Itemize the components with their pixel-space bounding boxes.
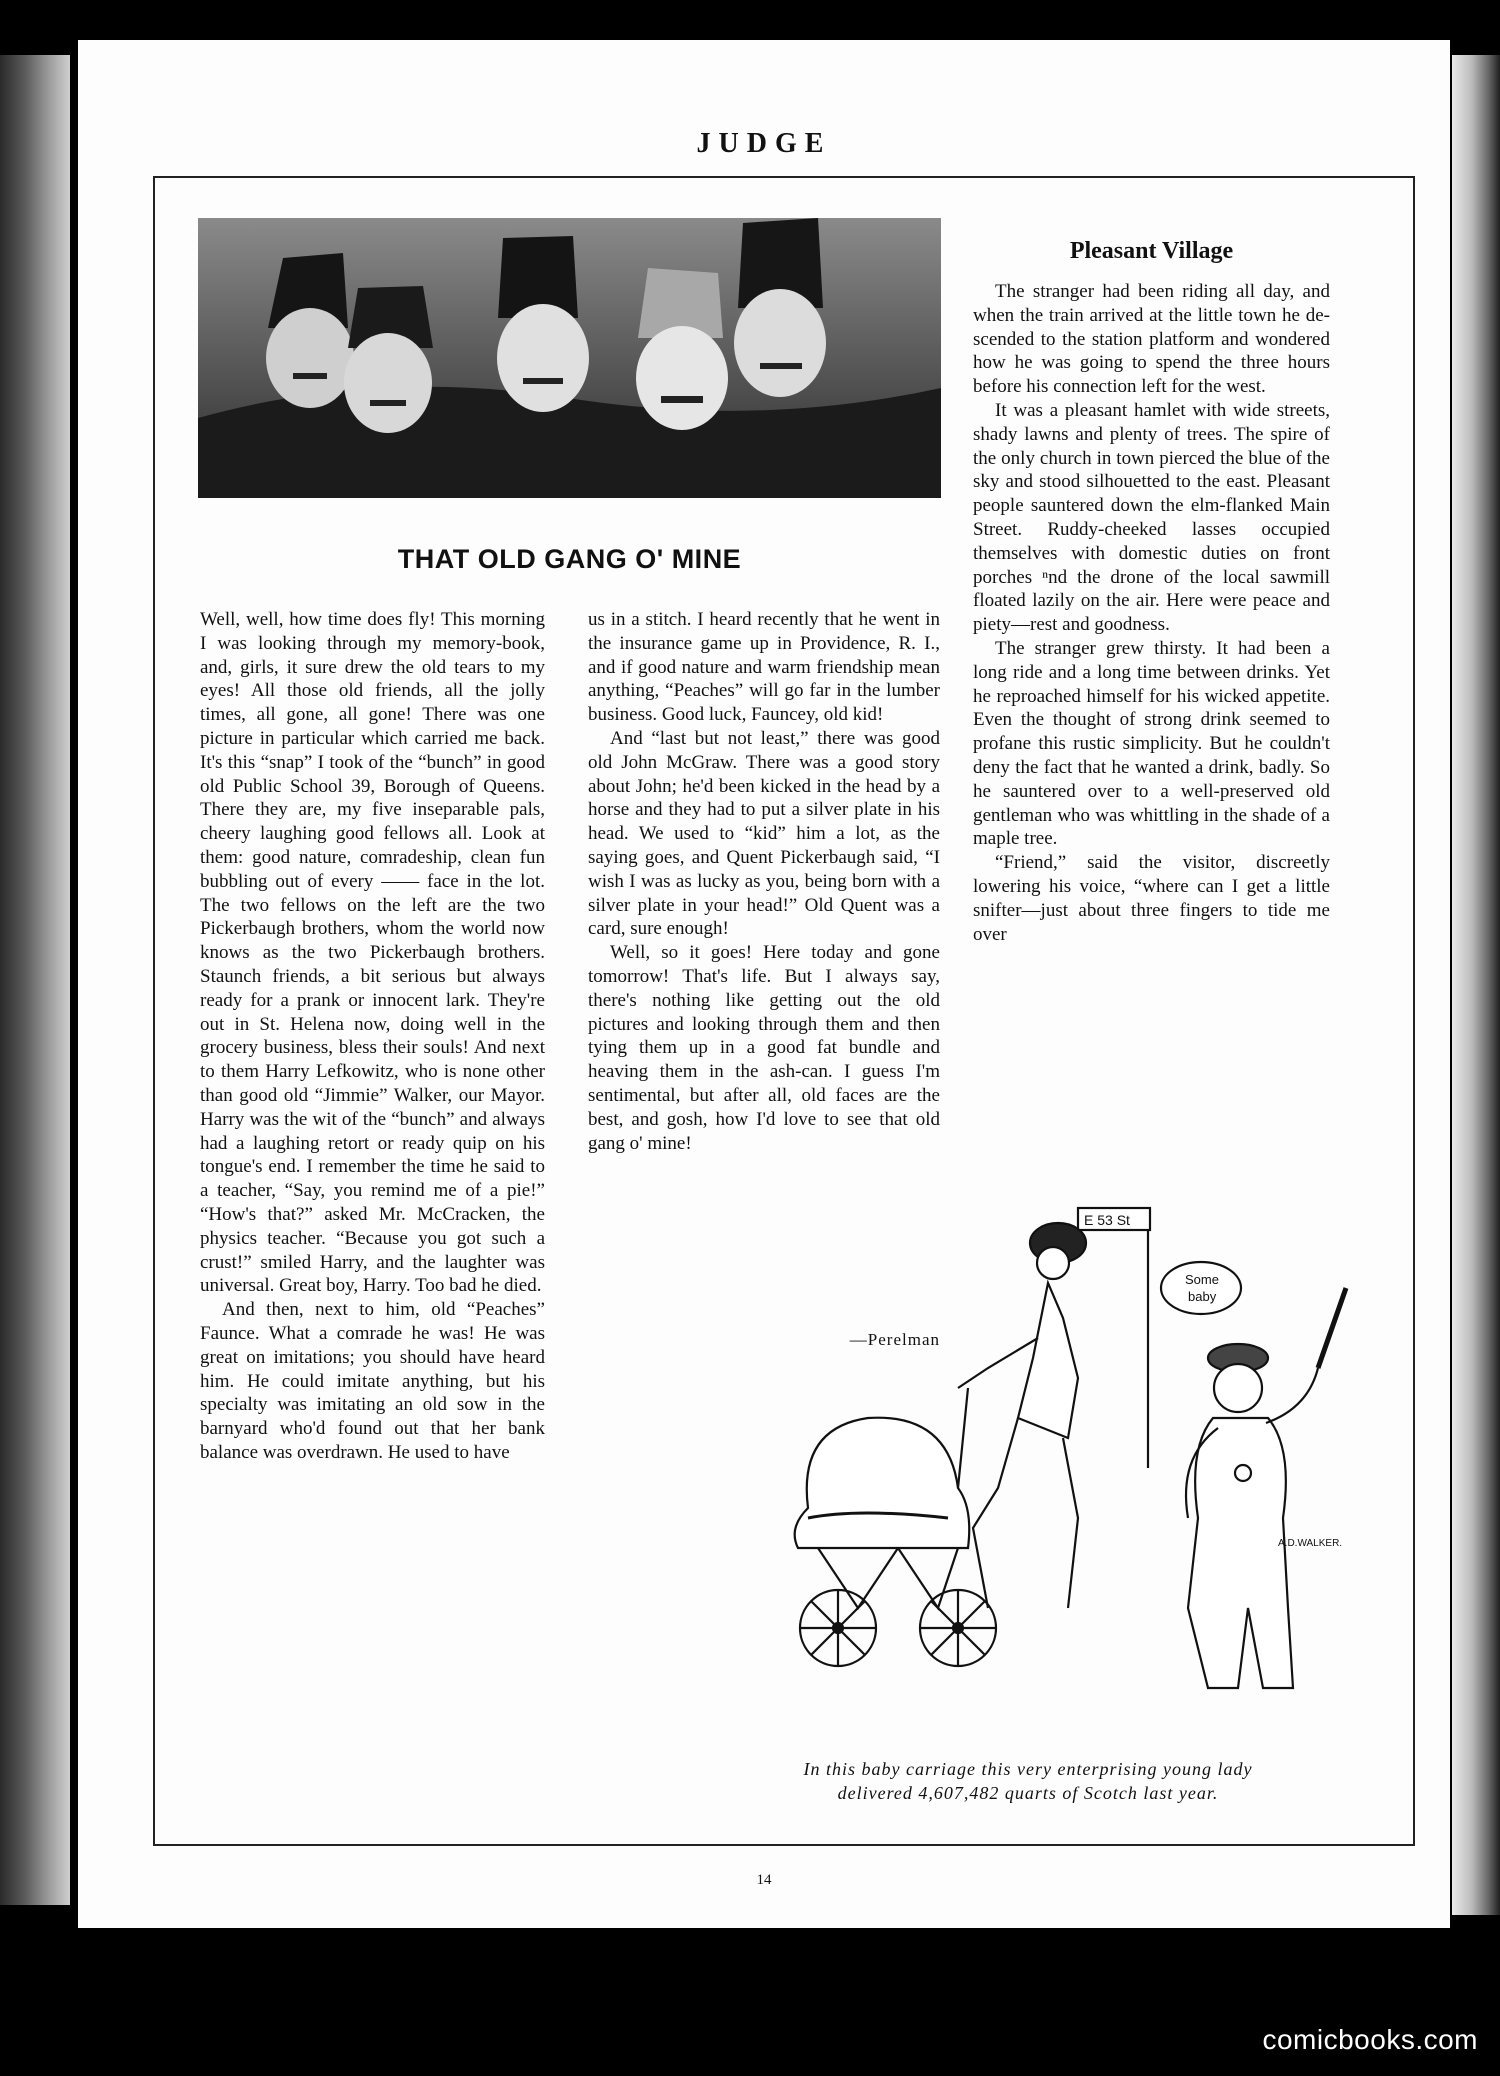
caption-line-1: In this baby carriage this very enterprising young lady xyxy=(803,1759,1253,1779)
article-middle-column xyxy=(588,608,940,1155)
page-number: 14 xyxy=(756,1872,772,1888)
article-left-column xyxy=(200,608,545,1465)
street-sign xyxy=(1078,1208,1150,1468)
woman-figure xyxy=(958,1223,1086,1608)
site-watermark: comicbooks.com xyxy=(1262,2024,1478,2055)
sidebar-paragraph: The stranger grew thirsty. It had been a long ride and a long time between drinks. Yet he reproached himself for his wicked appetite. Even the thought of strong drink seemed to profane this rustic simplicity. But he couldn't deny the fact that he wanted a drink, badly. So he sauntered over to a well-preserved old gentleman who was whittling in the shade of a maple tree. xyxy=(973,637,1330,850)
article-paragraph: And then, next to him, old “Peaches” Faunce. What a comrade he was! He was great on imitations; you should have heard him. He could imitate anything, but his specialty was imitating an old sow in the barnyard who'd found out that her bank balance was overdrawn. He used to have xyxy=(200,1299,545,1463)
sidebar-paragraph: The stranger had been riding all day, and when the train arrived at the little town he descended to the station platform and wondered how he was going to spend the three hours before his connection left for the west. xyxy=(973,281,1330,398)
article-paragraph: Well, well, how time does fly! This morning I was looking through my memory-book, and, girls, it sure drew the old tears to my eyes! All those old friends, all the jolly times, all gone, all gone! There was one picture in particular which carried me back. It's this “snap” I took of the “bunch” in good old Public School 39, Borough of Queens. There they are, my five inseparable pals, cheery laughing good fellows all. Look at them: good nature, comradeship, clean fun bubbling out of every —— face in the lot. The two fellows on the left are the two Pickerbaugh brothers, whom the world now knows as the two Pickerbaugh brothers. Staunch friends, a bit serious but always ready for a prank or innocent lark. They're out in St. Helena now, doing well in the grocery business, bless their souls! And next to them Harry Lefkowitz, who is none other than good old “Jimmie” Walker, our Mayor. Harry was the wit of the “bunch” and always had a laughing retort or ready quip on his tongue's end. I remember the time he said to a teacher, “Say, you remind me of a pie!” “How's that?” asked Mr. McCracken, the physics teacher. “Because you got such a crust!” smiled Harry, and the laughter was universal. Great boy, Harry. Too bad he died. xyxy=(200,609,545,1297)
sidebar-paragraph: It was a pleasant hamlet with wide streets, shady lawns and plenty of trees. The spire of the only church in town pierced the blue of the sky and stood silhouetted to the east. Pleasant people sauntered down the elm-flanked Main Street. Ruddy-cheeked lasses occupied themselves with domestic duties on front porches ⁿnd the drone of the local sawmill floated lazily on the air. Here were peace and piety—rest and goodness. xyxy=(973,399,1330,636)
cartoon-caption xyxy=(678,1757,1378,1805)
sidebar-paragraph: “Friend,” said the visitor, discreetly lowering his voice, “where can I get a little snifter—just about three fingers to tide me over xyxy=(973,852,1330,945)
street-sign-text: E 53 St xyxy=(1084,1212,1130,1228)
sidebar-column xyxy=(973,280,1330,946)
man-1 xyxy=(266,253,354,408)
masthead: JUDGE xyxy=(696,128,832,159)
article-paragraph: us in a stitch. I heard recently that he went in the insurance game up in Providence, R. I., and if good nature and warm friendship mean anything, “Peaches” will go far in the lumber business. Good luck, Fauncey, old kid! xyxy=(588,609,940,726)
policeman-figure xyxy=(1186,1288,1346,1688)
sidebar-title: Pleasant Village xyxy=(1069,238,1234,264)
speech-bubble-line-2: baby xyxy=(1188,1289,1217,1304)
book-binding-right xyxy=(1452,55,1500,1915)
artist-signature: A.D.WALKER. xyxy=(1278,1538,1343,1549)
article-byline: —Perelman xyxy=(849,1330,940,1349)
speech-bubble xyxy=(1161,1262,1241,1314)
group-photo xyxy=(198,218,941,498)
man-2 xyxy=(344,286,433,433)
caption-line-2: delivered 4,607,482 quarts of Scotch last year. xyxy=(837,1783,1219,1803)
book-binding-left xyxy=(0,55,70,1905)
article-paragraph: Well, so it goes! Here today and gone tomorrow! That's life. But I always say, there's nothing like getting out the old pictures and looking through them and then tying them up in a good fat bundle and heaving them in the ash-can. I guess I'm sentimental, but after all, old faces are the best, and gosh, how I'd love to see that old gang o' mine! xyxy=(588,942,940,1154)
speech-bubble-line-1: Some xyxy=(1185,1272,1219,1287)
baby-carriage xyxy=(795,1388,996,1666)
magazine-page xyxy=(78,40,1450,1928)
article-paragraph: And “last but not least,” there was good old John McGraw. There was a good story about John; he'd been kicked in the head by a horse and they had to put a silver plate in his head. We used to “kid” him a lot, as the saying goes, and Quent Pickerbaugh said, “I wish I was as lucky as you, being born with a silver plate in your head!” Old Quent was a card, sure enough! xyxy=(588,727,940,940)
article-headline: THAT OLD GANG O' MINE xyxy=(397,544,742,574)
man-5 xyxy=(734,218,826,397)
cartoon-illustration xyxy=(718,1188,1378,1748)
man-4 xyxy=(636,268,728,430)
